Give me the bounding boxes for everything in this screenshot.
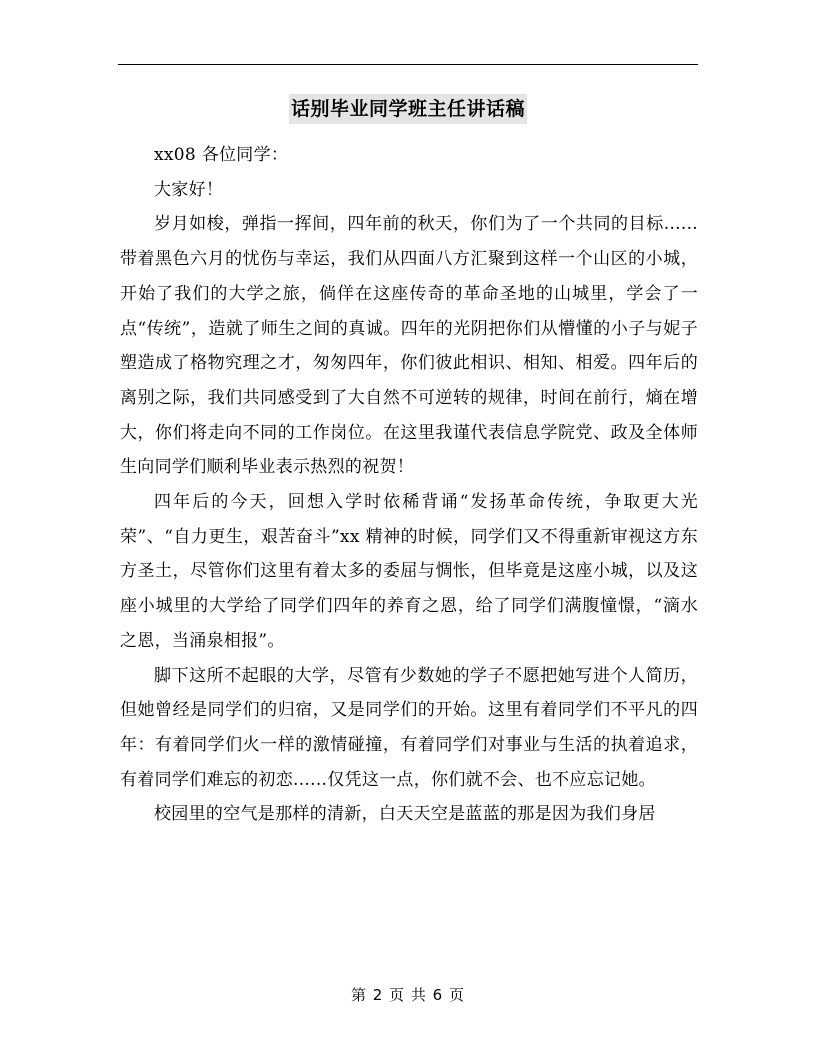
- body-paragraph: 校园里的空气是那样的清新，白天天空是蓝蓝的那是因为我们身居: [154, 804, 656, 825]
- header-rule: [118, 64, 698, 65]
- body-paragraph: 脚下这所不起眼的大学，尽管有少数她的学子不愿把她写进个人简历，但她曾经是同学们的归宿，又是同学们的开始。这里有着同学们不平凡的四年：有着同学们火一样的激情碰撞，有着同学们对事业与生活的执着追求，有着同学们难忘的初恋......仅凭这一点，你们就不会、也不应忘记她。: [120, 665, 698, 790]
- body-paragraph: 四年后的今天，回想入学时依稀背诵“发扬革命传统，争取更大光荣”、“自力更生，艰苦奋斗”xx 精神的时候，同学们又不得重新审视这方东方圣土，尽管你们这里有着太多的委屈与惆怅，但毕竟是这座小城，以及这座小城里的大学给了同学们四年的养育之恩，给了同学们满腹憧憬，“滴水之恩，当涌泉相报”。: [120, 492, 698, 651]
- body-paragraph: 岁月如梭，弹指一挥间，四年前的秋天，你们为了一个共同的目标......带着黑色六月的忧伤与幸运，我们从四面八方汇聚到这样一个山区的小城，开始了我们的大学之旅，倘佯在这座传奇的革命圣地的山城里，学会了一点“传统”，造就了师生之间的真诚。四年的光阴把你们从懵懂的小子与妮子塑造成了格物究理之才，匆匆四年，你们彼此相识、相知、相爱。四年后的离别之际，我们共同感受到了大自然不可逆转的规律，时间在前行，熵在增大，你们将走向不同的工作岗位。在这里我谨代表信息学院党、政及全体师生向同学们顺利毕业表示热烈的祝贺！: [120, 214, 698, 478]
- title-container: [118, 94, 698, 124]
- page-number-footer: 第 2 页 共 6 页: [351, 986, 465, 1004]
- salutation: xx08 各位同学：: [154, 145, 289, 165]
- greeting: 大家好！: [154, 179, 224, 200]
- document-title: 话别毕业同学班主任讲话稿: [289, 94, 527, 124]
- document-body: [120, 138, 698, 832]
